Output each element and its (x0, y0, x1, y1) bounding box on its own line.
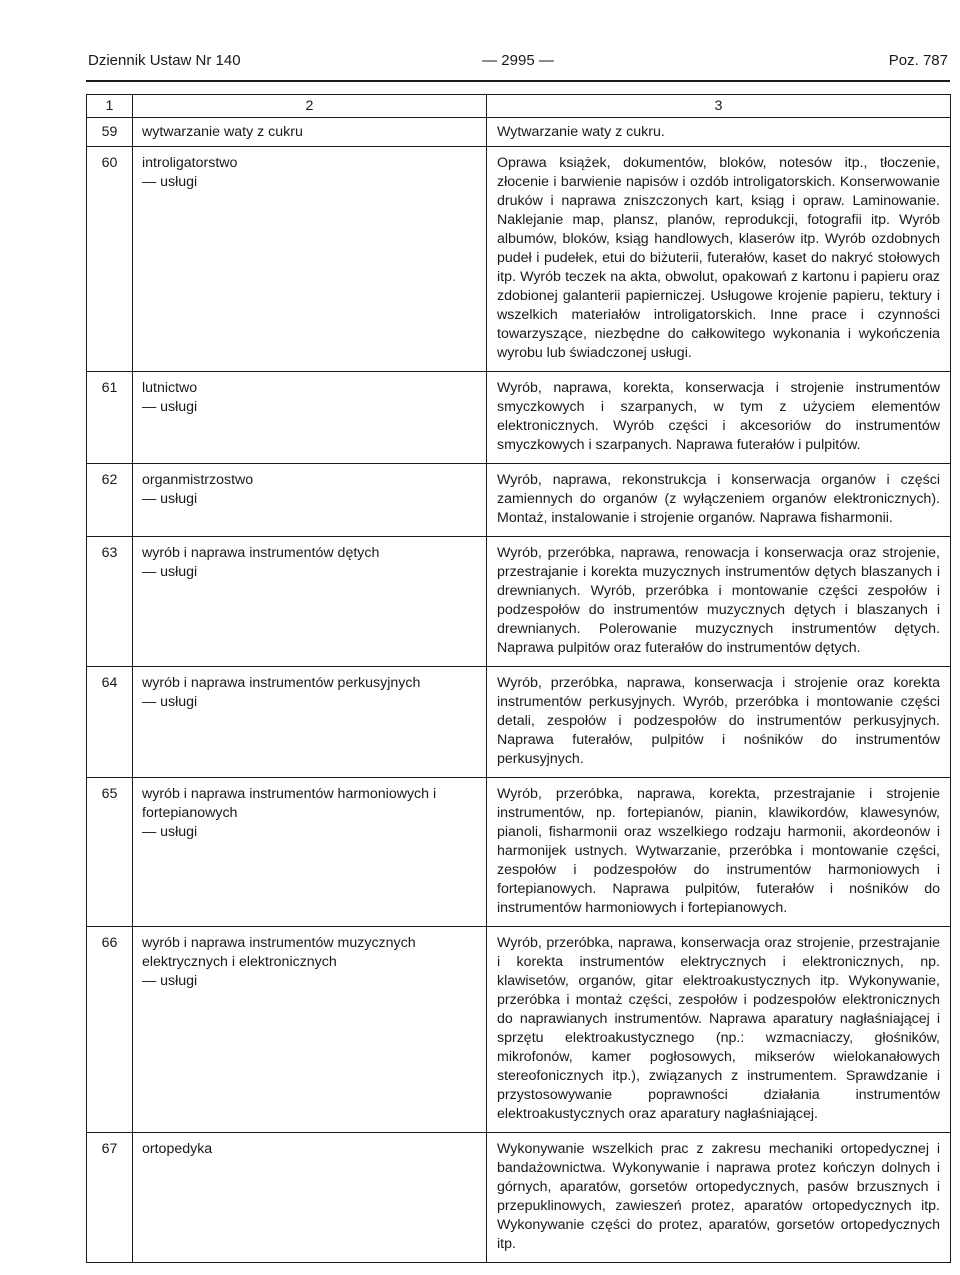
craft-name (133, 372, 487, 464)
row-number: 64 (87, 667, 133, 778)
craft-description: Wyrób, przeróbka, naprawa, korekta, przestrajanie i strojenie instrumentów, np. fortepianów, pianin, klawikordów, klawesynów, pianoli, fisharmonii oraz wszelkiego rodzaju harmonii, akordeonów i harmonijek ustnych. Wytwarzanie, przeróbka i montowanie części, zespołów i podzespołów do instrumentów harmoniowych i fortepianowych. Naprawa pulpitów, futerałów i nośników do instrumentów harmoniowych i fortepianowych. (487, 778, 951, 927)
table-row (87, 1133, 951, 1263)
column-header-row (87, 95, 951, 118)
craft-name-text: wyrób i naprawa instrumentów dętych (142, 545, 380, 561)
craft-name-text: lutnictwo (142, 380, 198, 396)
craft-name-text: ortopedyka (142, 1141, 213, 1157)
craft-description: Wyrób, przeróbka, naprawa, konserwacja oraz strojenie, przestrajanie i korekta instrumentów elektrycznych i elektronicznych, np. klawisetów, organów, gitar elektroakustycznych itp. Wykonywanie, przeróbka i montaż części, zespołów i podzespołów elektronicznych do naprawianych instrumentów. Naprawa aparatury nagłaśniającej i sprzętu elektroakustycznego (np.: wzmacniaczy, głośników, mikrofonów, kamer pogłosowych, mikserów wielokanałowych stereofonicznych itp.), związanych z instrumentem. Sprawdzanie i przystosowywanie poprawności działania instrumentów elektroakustycznych oraz aparatury nagłaśniającej. (487, 927, 951, 1133)
table-row (87, 927, 951, 1133)
craft-name-text: organmistrzostwo (142, 472, 254, 488)
craft-name-text: wytwarzanie waty z cukru (142, 124, 303, 140)
craft-description: Wyrób, naprawa, rekonstrukcja i konserwacja organów i części zamiennych do organów (z wyłączeniem organów elektronicznych). Montaż, instalowanie i strojenie organów. Naprawa fisharmonii. (487, 464, 951, 537)
table-row (87, 464, 951, 537)
craft-description: Wyrób, przeróbka, naprawa, konserwacja i strojenie oraz korekta instrumentów perkusyjnych. Wyrób, przeróbka i montowanie części detali, zespołów i podzespołów do instrumentów perkusyjnych. Naprawa futerałów, pulpitów i nośników do instrumentów perkusyjnych. (487, 667, 951, 778)
craft-name-text: wyrób i naprawa instrumentów harmoniowych i fortepianowych (142, 786, 437, 821)
craft-service-label: — usługi (142, 564, 198, 580)
table-row (87, 667, 951, 778)
row-number: 65 (87, 778, 133, 927)
craft-name (133, 778, 487, 927)
craft-name (133, 1133, 487, 1263)
craft-name (133, 147, 487, 372)
header-rule (86, 80, 950, 82)
craft-name (133, 118, 487, 147)
craft-name (133, 927, 487, 1133)
column-header-3: 3 (487, 95, 951, 118)
row-number: 63 (87, 537, 133, 667)
craft-service-label: — usługi (142, 399, 198, 415)
craft-name-text: wyrób i naprawa instrumentów muzycznych elektrycznych i elektronicznych (142, 935, 416, 970)
table-row (87, 118, 951, 147)
row-number: 66 (87, 927, 133, 1133)
craft-name (133, 667, 487, 778)
journal-title: Dziennik Ustaw Nr 140 (88, 52, 241, 69)
craft-name-text: wyrób i naprawa instrumentów perkusyjnych (142, 675, 421, 691)
page-header (88, 52, 948, 74)
craft-service-label: — usługi (142, 973, 198, 989)
row-number: 67 (87, 1133, 133, 1263)
craft-name (133, 464, 487, 537)
craft-service-label: — usługi (142, 824, 198, 840)
craft-service-label: — usługi (142, 694, 198, 710)
table-row (87, 147, 951, 372)
position-number: Poz. 787 (888, 52, 948, 69)
row-number: 60 (87, 147, 133, 372)
page-number: — 2995 — (482, 52, 554, 69)
table-row (87, 372, 951, 464)
craft-service-label: — usługi (142, 174, 198, 190)
craft-description: Oprawa książek, dokumentów, bloków, notesów itp., tłoczenie, złocenie i barwienie napisów i ozdób introligatorskich. Konserwowanie druków i naprawa zniszczonych kart, ksiąg i opraw. Laminowanie. Naklejanie map, plansz, planów, reprodukcji, fotografii itp. Wyrób albumów, bloków, ksiąg handlowych, klaserów itp. Wyrób ozdobnych pudeł i pudełek, etui do biżuterii, futerałów, kaset do nakryć stołowych itp. Wyrób teczek na akta, obwolut, opakowań z kartonu i papieru oraz zdobionej galanterii papierniczej. Usługowe krojenie papieru, tektury i wszelkich materiałów introligatorskich. Inne prace i czynności towarzyszące, niezbędne do całkowitego wykonania i wykończenia wyrobu lub świadczonej usługi. (487, 147, 951, 372)
table-row (87, 778, 951, 927)
row-number: 59 (87, 118, 133, 147)
craft-name-text: introligatorstwo (142, 155, 238, 171)
craft-description: Wyrób, naprawa, korekta, konserwacja i strojenie instrumentów smyczkowych i szarpanych, w tym z użyciem elementów elektronicznych. Wyrób części i akcesoriów do instrumentów smyczkowych i szarpanych. Naprawa futerałów i pulpitów. (487, 372, 951, 464)
row-number: 61 (87, 372, 133, 464)
craft-description: Wykonywanie wszelkich prac z zakresu mechaniki ortopedycznej i bandażownictwa. Wykonywanie i naprawa protez kończyn dolnych i górnych, aparatów, gorsetów ortopedycznych, pasów brzusznych i przepuklinowych, zawieszeń protez, aparatów ortopedycznych itp. Wykonywanie części do protez, aparatów, gorsetów ortopedycznych itp. (487, 1133, 951, 1263)
craft-name (133, 537, 487, 667)
crafts-table (86, 94, 951, 1263)
row-number: 62 (87, 464, 133, 537)
column-header-1: 1 (87, 95, 133, 118)
table-row (87, 537, 951, 667)
craft-service-label: — usługi (142, 491, 198, 507)
craft-description: Wytwarzanie waty z cukru. (487, 118, 951, 147)
column-header-2: 2 (133, 95, 487, 118)
craft-description: Wyrób, przeróbka, naprawa, renowacja i konserwacja oraz strojenie, przestrajanie i korekta muzycznych instrumentów dętych blaszanych i drewnianych. Wyrób, przeróbka i montowanie części zespołów i podzespołów do instrumentów muzycznych dętych i blaszanych i drewnianych. Polerowanie muzycznych instrumentów dętych. Naprawa pulpitów oraz futerałów do instrumentów dętych. (487, 537, 951, 667)
